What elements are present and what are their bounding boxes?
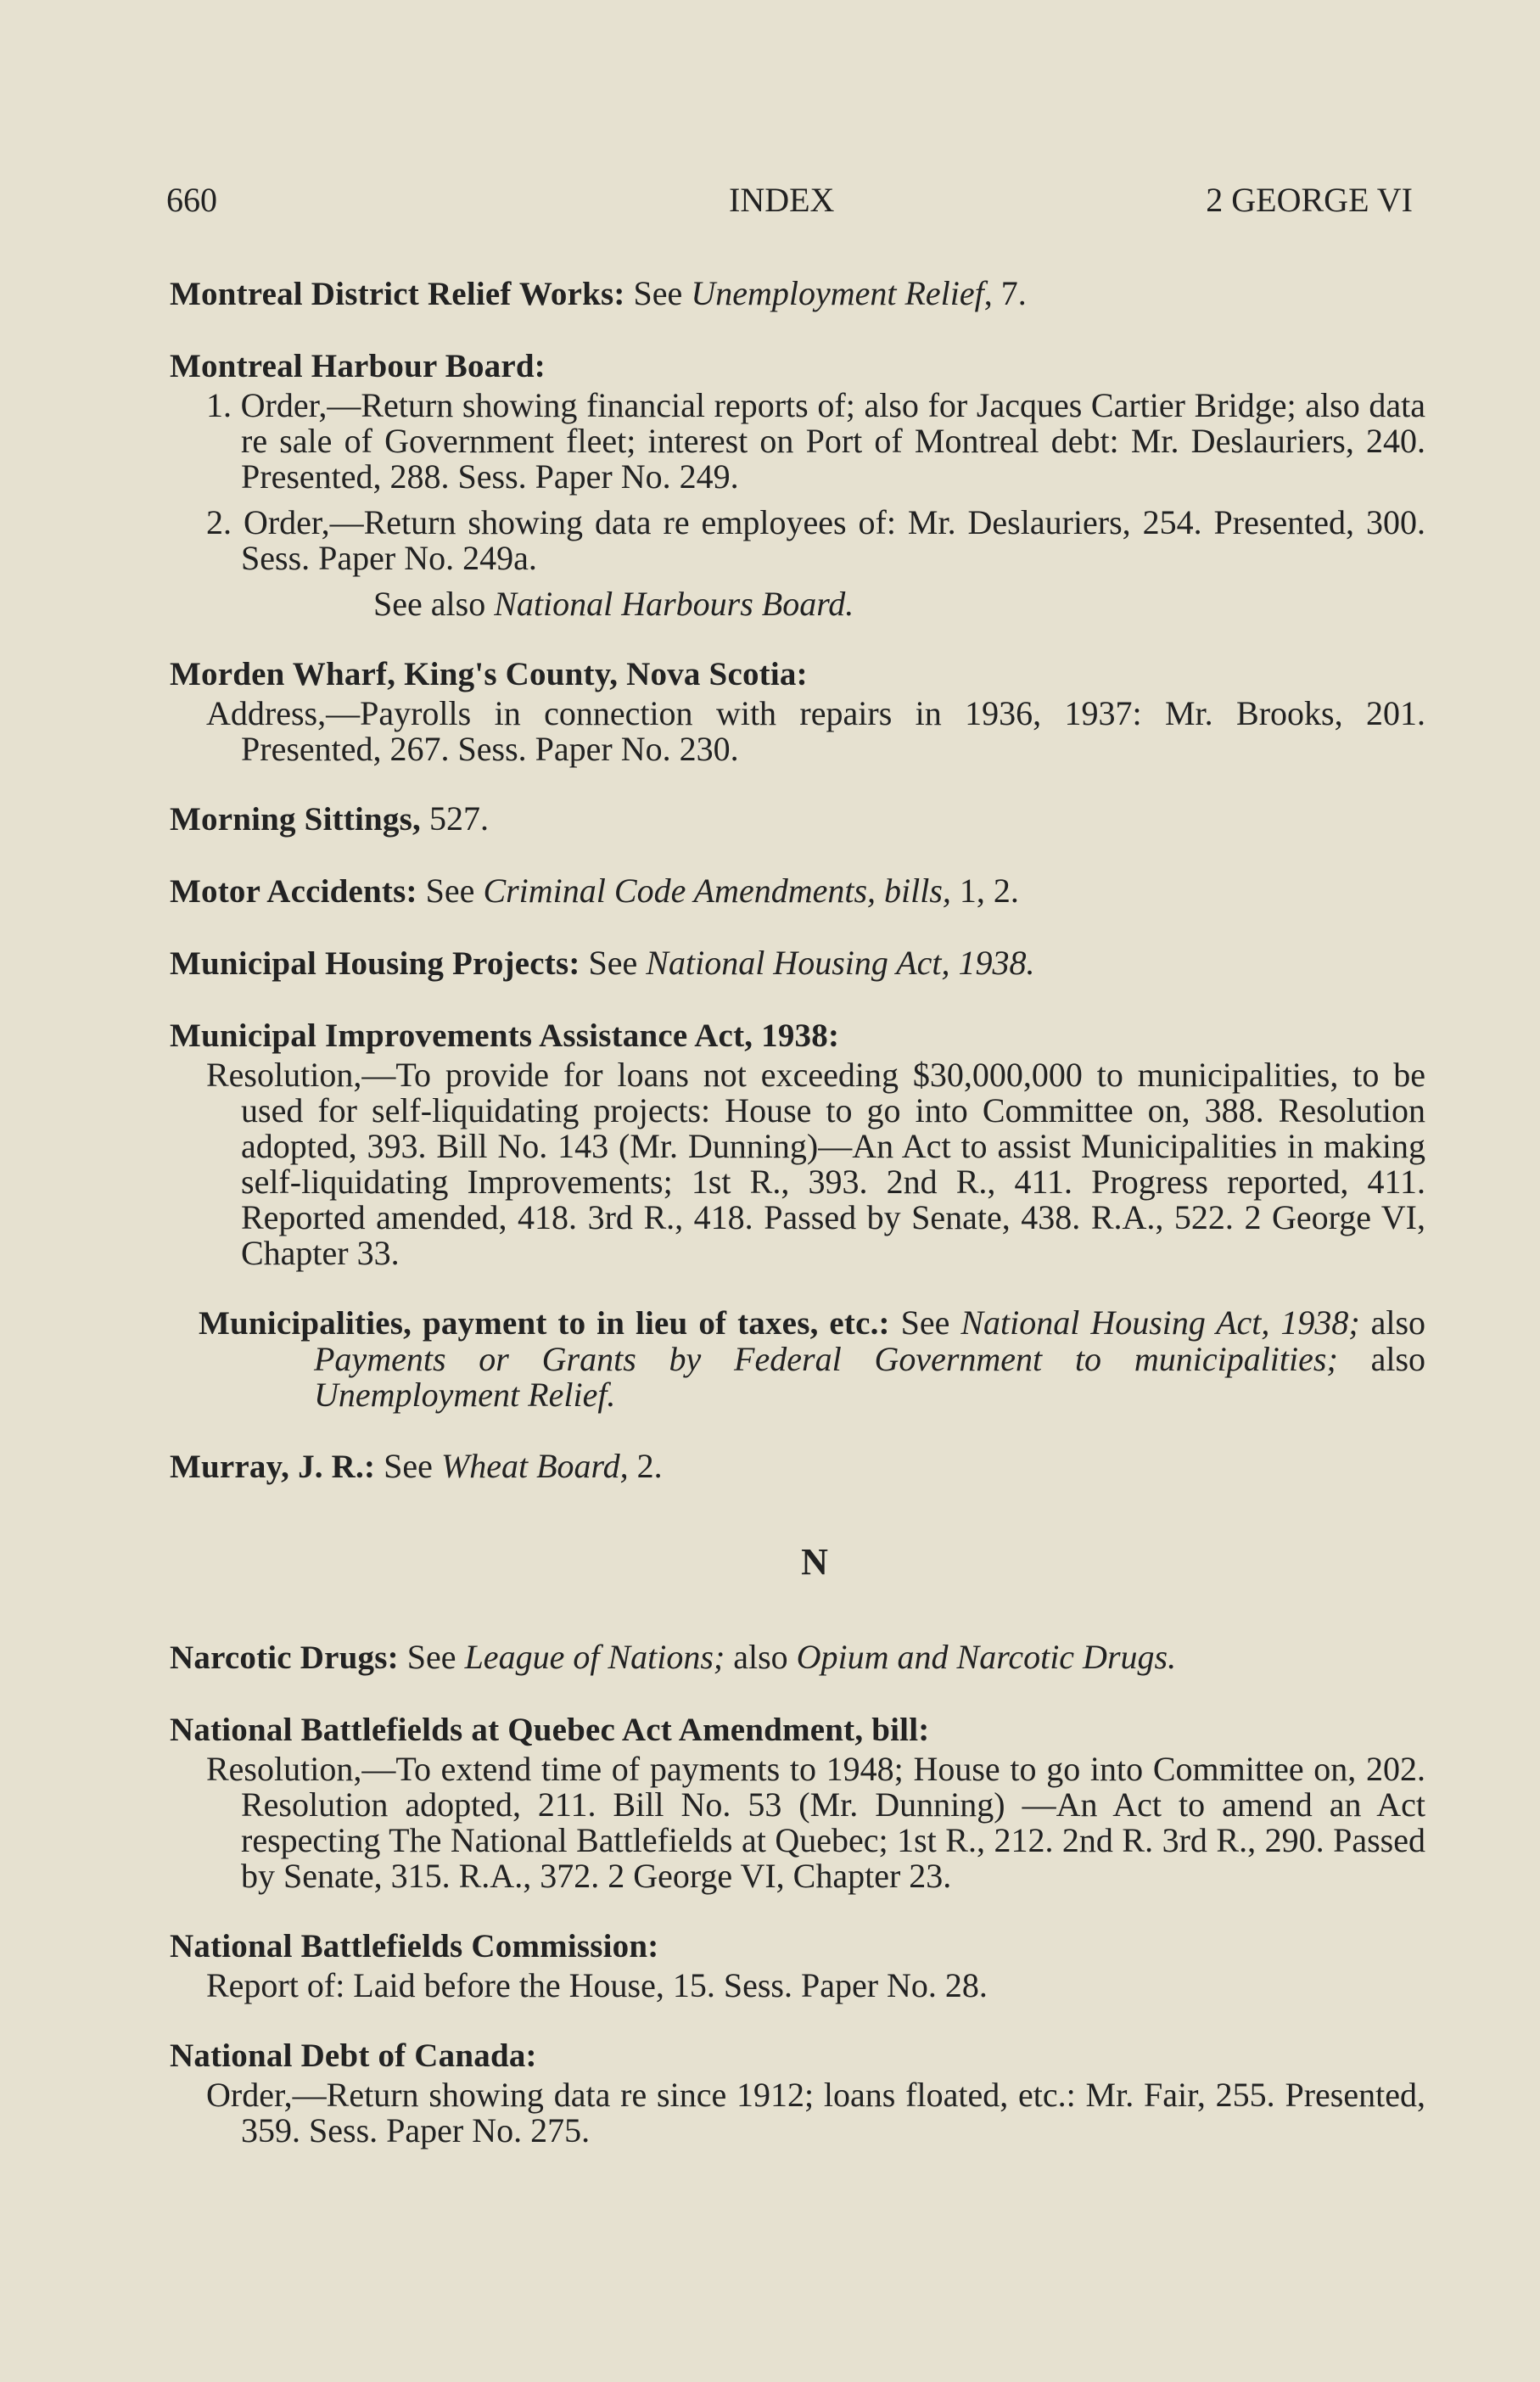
index-entry: Motor Accidents: See Criminal Code Amendments, bills, 1, 2. [170, 872, 1019, 910]
cross-reference: National Harbours Board. [494, 585, 854, 623]
index-entry: Municipalities, payment to in lieu of taxes, etc.: See National Housing Act, 1938; also Payments or Grants by Federal Government to municipalities; also Unemployment Relief. [199, 1303, 1426, 1414]
cross-reference: Criminal Code Amendments, bills, [483, 872, 951, 910]
cross-reference: Unemployment Relief. [314, 1376, 616, 1414]
entry-heading: Motor Accidents: [170, 873, 417, 910]
entry-heading: National Battlefields Commission: [170, 1928, 659, 1964]
entry-item: Resolution,—To provide for loans not exceeding $30,000,000 to municipalities, to be used for self-liquidating projects: House to go into Committee on, 388. Resolution adopted, 393. Bill No. 143 (Mr. Dunning)—An Act to assist Municipalities in making self-liquidating Improvements; 1st R., 393. 2nd R., 411. Progress reported, 411. Reported amended, 418. 3rd R., 418. Passed by Senate, 438. R.A., 522. 2 George VI, Chapter 33. [206, 1056, 1425, 1272]
entry-item: Address,—Payrolls in connection with repairs in 1936, 1937: Mr. Brooks, 201. Presented, 267. Sess. Paper No. 230. [206, 694, 1425, 768]
index-entry: Murray, J. R.: See Wheat Board, 2. [170, 1447, 663, 1485]
running-header [166, 180, 1413, 231]
cross-reference: Payments or Grants by Federal Government to municipalities; [314, 1340, 1338, 1378]
cross-reference: National Housing Act, 1938; [960, 1303, 1360, 1342]
entry-item: Resolution,—To extend time of payments to 1948; House to go into Committee on, 202. Resolution adopted, 211. Bill No. 53 (Mr. Dunning) —An Act to amend an Act respecting The National Battlefields at Quebec; 1st R., 212. 2nd R. 3rd R., 290. Passed by Senate, 315. R.A., 372. 2 George VI, Chapter 23. [206, 1750, 1425, 1895]
index-entry: Narcotic Drugs: See League of Nations; also Opium and Narcotic Drugs. [170, 1638, 1177, 1676]
entry-heading: Morden Wharf, King's County, Nova Scotia: [170, 656, 808, 692]
entry-item: Order,—Return showing data re since 1912; loans floated, etc.: Mr. Fair, 255. Presented, 359. Sess. Paper No. 275. [206, 2076, 1425, 2149]
index-entry: Montreal Harbour Board: 1. Order,—Return showing financial reports of; also for Jacques Cartier Bridge; also data re sale of Government fleet; interest on Port of Montreal debt: Mr. Deslauriers, 240. Presented, 288. Sess. Paper No. 249. 2. Order,—Return showing data re employees of: Mr. Deslauriers, 254. Presented, 300. Sess. Paper No. 249a. See also National Harbours Board. [170, 348, 1425, 623]
cross-reference: League of Nations; [464, 1638, 725, 1676]
index-entry [170, 2037, 1425, 2149]
entry-heading: National Debt of Canada: [170, 2037, 537, 2074]
entry-heading: Narcotic Drugs: [170, 1639, 399, 1676]
index-entry [170, 656, 1425, 767]
page-number: 660 [166, 181, 217, 219]
entry-heading: Montreal Harbour Board: [170, 348, 546, 384]
entry-item: 2. Order,—Return showing data re employees of: Mr. Deslauriers, 254. Presented, 300. Sess. Paper No. 249a. [206, 503, 1425, 577]
reign-label: 2 GEORGE VI [1206, 181, 1413, 219]
cross-reference: Wheat Board, [440, 1447, 629, 1485]
index-entry [170, 1712, 1425, 1894]
entry-heading: Municipal Housing Projects: [170, 945, 580, 982]
cross-reference: National Housing Act, 1938. [646, 944, 1035, 982]
cross-reference: Unemployment Relief [691, 274, 984, 312]
entry-heading: Municipal Improvements Assistance Act, 1938: [170, 1017, 840, 1054]
section-letter: N [801, 1541, 828, 1583]
entry-item: Report of: Laid before the House, 15. Sess. Paper No. 28. [206, 1966, 988, 2004]
entry-heading: Montreal District Relief Works: [170, 276, 625, 312]
index-entry: Municipal Housing Projects: See National Housing Act, 1938. [170, 944, 1035, 982]
index-column [170, 276, 1425, 2183]
index-entry: Montreal District Relief Works: See Unemployment Relief, 7. [170, 274, 1027, 312]
entry-heading: Municipalities, payment to in lieu of taxes, etc.: [199, 1305, 890, 1342]
page-title: INDEX [729, 181, 835, 219]
index-entry [170, 1928, 1425, 2004]
index-entry: Morning Sittings, 527. [170, 799, 489, 838]
entry-heading: Morning Sittings, [170, 801, 421, 838]
cross-reference: Opium and Narcotic Drugs. [796, 1638, 1177, 1676]
index-entry [170, 1017, 1425, 1271]
entry-heading: Murray, J. R.: [170, 1449, 376, 1485]
entry-item: 1. Order,—Return showing financial reports of; also for Jacques Cartier Bridge; also data re sale of Government fleet; interest on Port of Montreal debt: Mr. Deslauriers, 240. Presented, 288. Sess. Paper No. 249. [206, 386, 1425, 496]
entry-heading: National Battlefields at Quebec Act Amendment, bill: [170, 1712, 930, 1748]
